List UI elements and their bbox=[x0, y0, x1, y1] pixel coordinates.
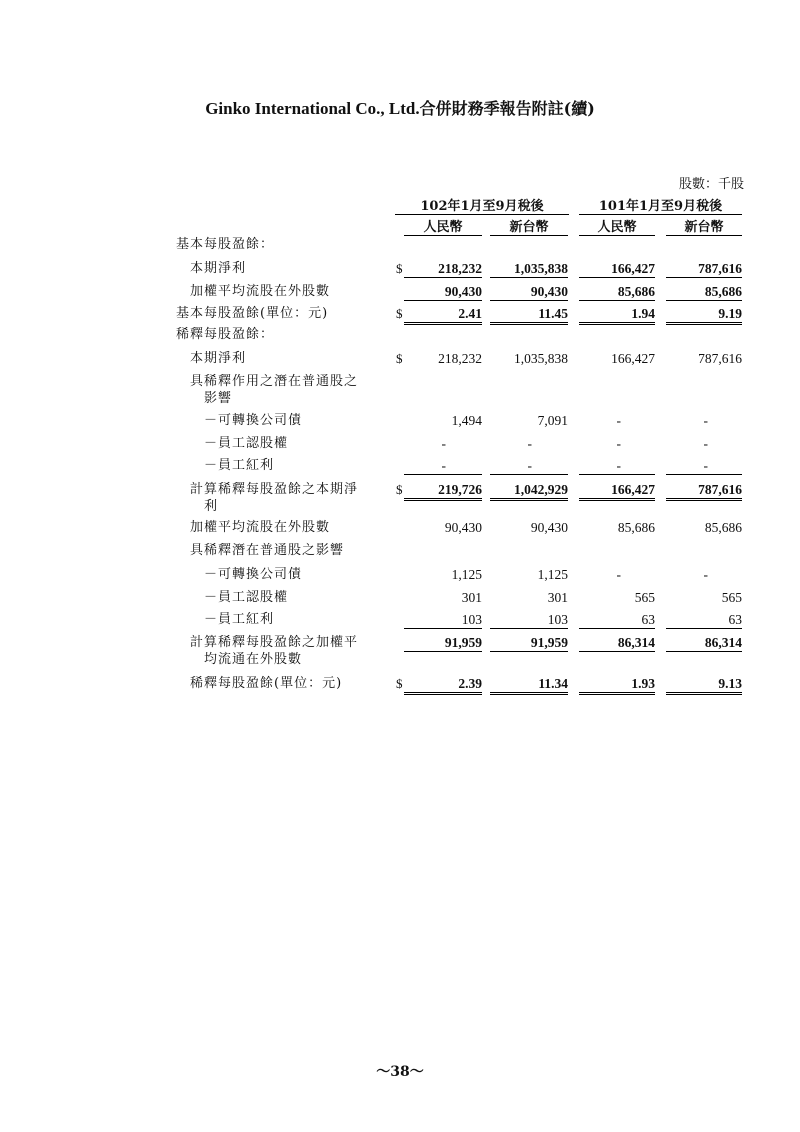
cell: - bbox=[703, 567, 708, 582]
cell: 2.41 bbox=[404, 305, 482, 325]
cell: 166,427 bbox=[579, 481, 655, 501]
cell: 166,427 bbox=[611, 351, 655, 366]
cell: 1,125 bbox=[537, 567, 568, 582]
cell: 219,726 bbox=[404, 481, 482, 501]
currency-symbol: $ bbox=[396, 306, 403, 321]
row-label: －員工認股權 bbox=[204, 590, 289, 605]
cell: 63 bbox=[666, 611, 742, 629]
row-label: 稀釋每股盈餘(單位：元) bbox=[190, 676, 343, 691]
cell: 1,125 bbox=[451, 567, 482, 582]
cell: 565 bbox=[634, 590, 655, 605]
column-group-2012: 101年1月至9月稅後 bbox=[579, 199, 742, 215]
cell: 9.13 bbox=[666, 675, 742, 695]
cell: 218,232 bbox=[404, 260, 482, 278]
cell: 63 bbox=[579, 611, 655, 629]
cell: 1,494 bbox=[451, 413, 482, 428]
cell: 85,686 bbox=[704, 520, 742, 535]
row-label: 加權平均流股在外股數 bbox=[190, 520, 331, 535]
row-label: 基本每股盈餘： bbox=[176, 237, 275, 252]
column-header-ntd-2012: 新台幣 bbox=[666, 220, 742, 236]
row-label-continued: 利 bbox=[204, 499, 219, 514]
cell: 91,959 bbox=[490, 634, 568, 652]
cell: - bbox=[616, 567, 621, 582]
cell: 2.39 bbox=[404, 675, 482, 695]
page-title bbox=[0, 96, 800, 119]
row-label: 本期淨利 bbox=[190, 261, 247, 276]
cell: - bbox=[616, 413, 621, 428]
row-label: 計算稀釋每股盈餘之加權平 bbox=[190, 635, 359, 650]
cell: 91,959 bbox=[404, 634, 482, 652]
cell: - bbox=[703, 436, 708, 451]
cell: - bbox=[404, 457, 482, 475]
row-label: 基本每股盈餘(單位：元) bbox=[176, 306, 329, 321]
cell: 787,616 bbox=[666, 481, 742, 501]
cell: 301 bbox=[461, 590, 482, 605]
column-header-rmb-2013: 人民幣 bbox=[404, 220, 482, 236]
title-company: Ginko International Co., Ltd. bbox=[205, 99, 420, 118]
cell: 103 bbox=[490, 611, 568, 629]
currency-symbol: $ bbox=[396, 482, 403, 497]
cell: - bbox=[579, 457, 655, 475]
currency-symbol: $ bbox=[396, 261, 403, 276]
cell: 85,686 bbox=[666, 283, 742, 301]
row-label: －員工紅利 bbox=[204, 458, 275, 473]
column-group-2013: 102年1月至9月稅後 bbox=[395, 199, 569, 215]
cell: 86,314 bbox=[579, 634, 655, 652]
cell: 9.19 bbox=[666, 305, 742, 325]
cell: - bbox=[490, 457, 568, 475]
cell: 218,232 bbox=[438, 351, 482, 366]
title-subject: 合併財務季報告附註(續) bbox=[419, 99, 595, 118]
cell: 565 bbox=[721, 590, 742, 605]
cell: 11.45 bbox=[490, 305, 568, 325]
cell: 1,035,838 bbox=[490, 260, 568, 278]
cell: 11.34 bbox=[490, 675, 568, 695]
cell: 90,430 bbox=[444, 520, 482, 535]
cell: - bbox=[527, 436, 532, 451]
cell: - bbox=[703, 413, 708, 428]
cell: 90,430 bbox=[404, 283, 482, 301]
column-header-rmb-2012: 人民幣 bbox=[579, 220, 655, 236]
cell: 1,035,838 bbox=[514, 351, 568, 366]
page-number: ～38～ bbox=[376, 1064, 424, 1080]
row-label-continued: 均流通在外股數 bbox=[204, 652, 303, 667]
currency-symbol: $ bbox=[396, 676, 403, 691]
cell: 787,616 bbox=[666, 260, 742, 278]
row-label: 本期淨利 bbox=[190, 351, 247, 366]
unit-note: 股數：千股 bbox=[678, 177, 744, 192]
cell: 787,616 bbox=[698, 351, 742, 366]
cell: 7,091 bbox=[537, 413, 568, 428]
cell: - bbox=[666, 457, 742, 475]
cell: 103 bbox=[404, 611, 482, 629]
row-label: 具稀釋潛在普通股之影響 bbox=[190, 543, 345, 558]
row-label: －可轉換公司債 bbox=[204, 567, 303, 582]
cell: 1.93 bbox=[579, 675, 655, 695]
column-header-ntd-2013: 新台幣 bbox=[490, 220, 568, 236]
cell: 85,686 bbox=[617, 520, 655, 535]
cell: - bbox=[616, 436, 621, 451]
row-label-continued: 影響 bbox=[204, 391, 233, 406]
cell: 90,430 bbox=[490, 283, 568, 301]
cell: 1.94 bbox=[579, 305, 655, 325]
cell: - bbox=[441, 436, 446, 451]
cell: 301 bbox=[547, 590, 568, 605]
row-label: 計算稀釋每股盈餘之本期淨 bbox=[190, 482, 359, 497]
row-label: －可轉換公司債 bbox=[204, 413, 303, 428]
row-label: 加權平均流股在外股數 bbox=[190, 284, 331, 299]
row-label: 稀釋每股盈餘： bbox=[176, 327, 275, 342]
cell: 86,314 bbox=[666, 634, 742, 652]
cell: 166,427 bbox=[579, 260, 655, 278]
cell: 1,042,929 bbox=[490, 481, 568, 501]
row-label: －員工認股權 bbox=[204, 436, 289, 451]
row-label: 具稀釋作用之潛在普通股之 bbox=[190, 374, 359, 389]
currency-symbol: $ bbox=[396, 351, 403, 366]
cell: 90,430 bbox=[530, 520, 568, 535]
cell: 85,686 bbox=[579, 283, 655, 301]
row-label: －員工紅利 bbox=[204, 612, 275, 627]
